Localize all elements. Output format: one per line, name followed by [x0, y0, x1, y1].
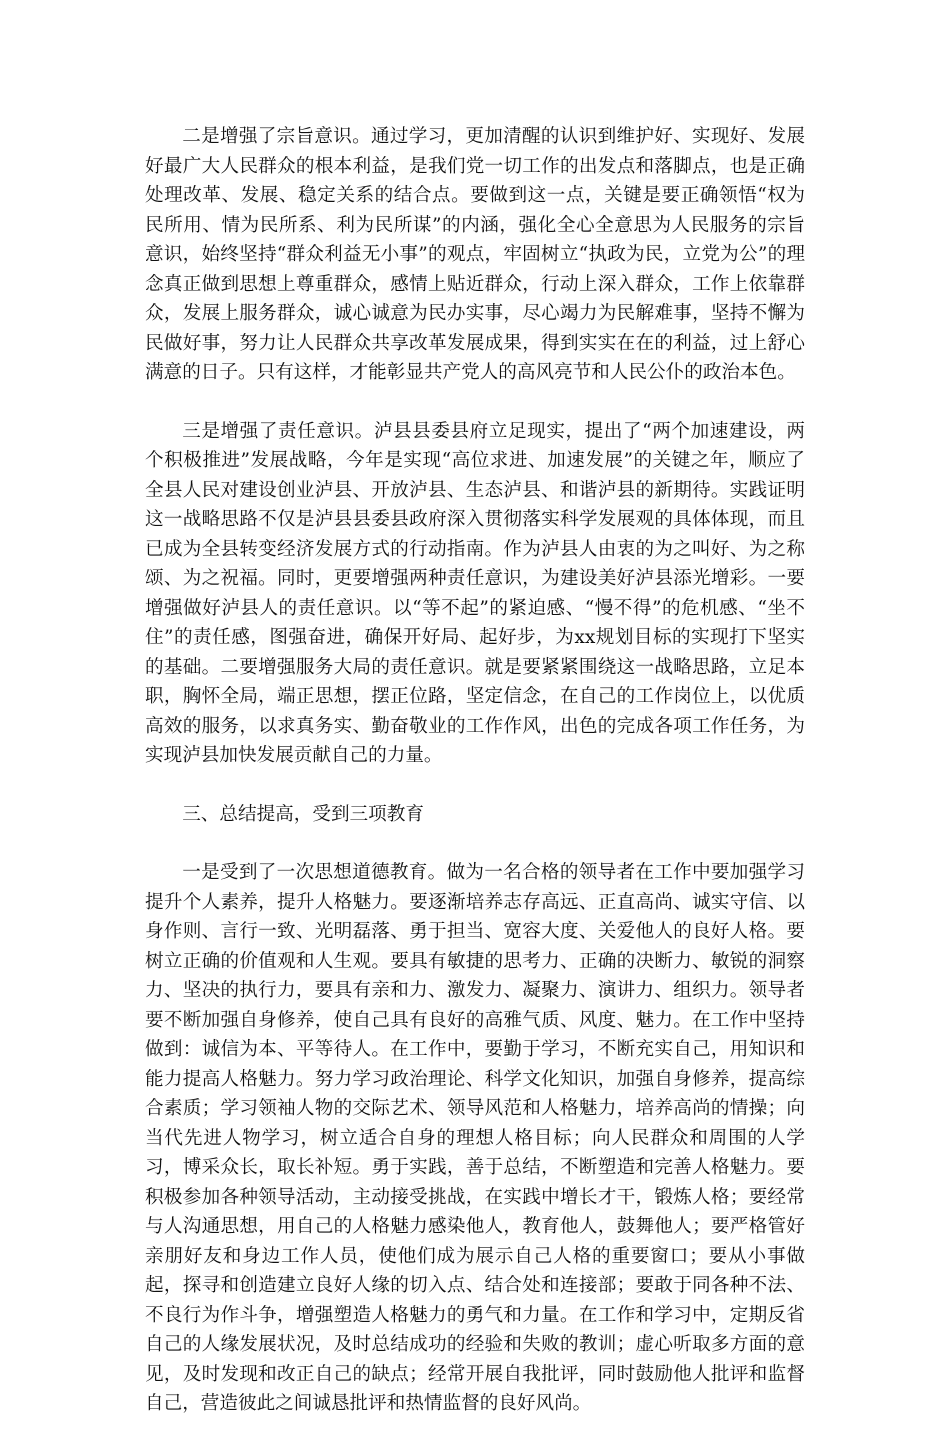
paragraph-moral-education: 一是受到了一次思想道德教育。做为一名合格的领导者在工作中要加强学习提升个人素养，提升人格魅力。要逐渐培养志存高远、正直高尚、诚实守信、以身作则、言行一致、光明磊落、勇于担当、宽容大度、关爱他人的良好人格。要树立正确的价值观和人生观。要具有敏捷的思考力、正确的决断力、敏锐的洞察力、坚决的执行力，要具有亲和力、激发力、凝聚力、演讲力、组织力。领导者要不断加强自身修养，使自己具有良好的高雅气质、风度、魅力。在工作中坚持做到：诚信为本、平等待人。在工作中，要勤于学习，不断充实自己，用知识和能力提高人格魅力。努力学习政治理论、科学文化知识，加强自身修养，提高综合素质；学习领袖人物的交际艺术、领导风范和人格魅力，培养高尚的情操；向当代先进人物学习，树立适合自身的理想人格目标；向人民群众和周围的人学习，博采众长，取长补短。勇于实践，善于总结，不断塑造和完善人格魅力。要积极参加各种领导活动，主动接受挑战，在实践中增长才干，锻炼人格；要经常与人沟通思想，用自己的人格魅力感染他人，教育他人，鼓舞他人；要严格管好亲朋好友和身边工作人员，使他们成为展示自己人格的重要窗口；要从小事做起，探寻和创造建立良好人缘的切入点、结合处和连接部；要敢于同各种不法、不良行为作斗争，增强塑造人格魅力的勇气和力量。在工作和学习中，定期反省自己的人缘发展状况，及时总结成功的经验和失败的教训；虚心听取多方面的意见，及时发现和改正自己的缺点；经常开展自我批评，同时鼓励他人批评和监督自己，营造彼此之间诚恳批评和热情监督的良好风尚。: [145, 862, 805, 1414]
document-body: [145, 122, 805, 1448]
section-heading: 三、总结提高，受到三项教育: [182, 803, 424, 825]
paragraph-responsibility-awareness: 三是增强了责任意识。泸县县委县府立足现实，提出了“两个加速建设，两个积极推进”发展战略，今年是实现“高位求进、加速发展”的关键之年，顺应了全县人民对建设创业泸县、开放泸县、生态泸县、和谐泸县的新期待。实践证明这一战略思路不仅是泸县县委县政府深入贯彻落实科学发展观的具体体现，而且已成为全县转变经济发展方式的行动指南。作为泸县人由衷的为之叫好、为之称颂、为之祝福。同时，更要增强两种责任意识，为建设美好泸县添光增彩。一要增强做好泸县人的责任意识。以“等不起”的紧迫感、“慢不得”的危机感、“坐不住”的责任感，图强奋进，确保开好局、起好步，为xx规划目标的实现打下坚实的基础。二要增强服务大局的责任意识。就是要紧紧围绕这一战略思路，立足本职，胸怀全局，端正思想，摆正位路，坚定信念，在自己的工作岗位上，以优质高效的服务，以求真务实、勤奋敬业的工作作风，出色的完成各项工作任务，为实现泸县加快发展贡献自己的力量。: [145, 420, 805, 766]
paragraph-purpose-awareness: 二是增强了宗旨意识。通过学习，更加清醒的认识到维护好、实现好、发展好最广大人民群众的根本利益，是我们党一切工作的出发点和落脚点，也是正确处理改革、发展、稳定关系的结合点。要做到这一点，关键是要正确领悟“权为民所用、情为民所系、利为民所谋”的内涵，强化全心全意思为人民服务的宗旨意识，始终坚持“群众利益无小事”的观点，牢固树立“执政为民，立党为公”的理念真正做到思想上尊重群众，感情上贴近群众，行动上深入群众，工作上依靠群众，发展上服务群众，诚心诚意为民办实事，尽心竭力为民解难事，坚持不懈为民做好事，努力让人民群众共享改革发展成果，得到实实在在的利益，过上舒心满意的日子。只有这样，才能彰显共产党人的高风亮节和人民公仆的政治本色。: [145, 126, 805, 383]
